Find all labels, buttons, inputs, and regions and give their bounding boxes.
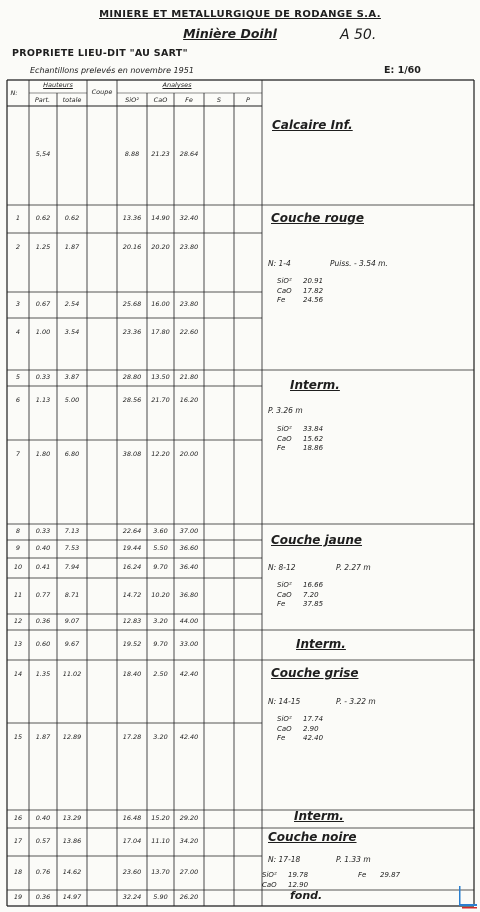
- col-header-part: Part.: [34, 96, 51, 104]
- row-sio2: 14.72: [122, 591, 142, 599]
- layer-sample-range: N: 8-12: [268, 563, 296, 572]
- chem-label-fe: Fe: [277, 600, 286, 608]
- row-height-partial: 0.76: [35, 868, 51, 876]
- property-label: PROPRIETE LIEU-DIT "AU SART": [12, 48, 188, 59]
- layer-avg-analysis: [262, 871, 400, 890]
- chem-value-cao: 7.20: [303, 590, 319, 599]
- chem-value-sio2: 20.91: [303, 277, 324, 285]
- row-number: 2: [15, 243, 21, 251]
- col-header-cao: CaO: [153, 96, 168, 104]
- row-height-total: 5.00: [64, 396, 80, 404]
- chem-value-sio2: 19.78: [288, 871, 309, 879]
- row-sio2: 18.40: [122, 670, 142, 678]
- row-fe: 42.40: [179, 733, 199, 741]
- row-fe: 42.40: [179, 670, 199, 678]
- chem-value-fe: 24.56: [303, 296, 324, 304]
- col-header-fe: Fe: [185, 96, 193, 104]
- layer-name: Couche grise: [271, 666, 359, 680]
- row-cao: 15.20: [151, 814, 170, 822]
- row-number: 8: [15, 527, 21, 535]
- row-height-partial: 0.40: [35, 544, 51, 552]
- row-cao: 2.50: [153, 670, 168, 678]
- row-fe: 20.00: [179, 450, 199, 458]
- row-cao: 11.10: [151, 837, 170, 845]
- row-fe: 33.00: [179, 640, 199, 648]
- row-cao: 13.70: [151, 868, 170, 876]
- chem-label-sio2: SiO²: [277, 715, 292, 723]
- chem-value-cao: 17.82: [303, 286, 324, 295]
- layer-name: Couche jaune: [271, 533, 363, 547]
- row-number: 16: [13, 814, 23, 822]
- document-reference: A 50.: [340, 27, 377, 43]
- col-header-hauteurs: Hauteurs: [43, 81, 73, 89]
- row-cao: 21.23: [151, 150, 170, 158]
- chem-value-cao: 12.90: [288, 880, 309, 889]
- row-sio2: 16.24: [122, 563, 142, 571]
- row-fe: 23.80: [179, 300, 199, 308]
- chem-label-cao: CaO: [277, 286, 292, 295]
- row-number: 6: [15, 396, 21, 404]
- row-height-partial: 1.13: [35, 396, 51, 404]
- row-sio2: 19.44: [122, 544, 142, 552]
- layer-name: Interm.: [294, 809, 344, 823]
- row-number: 11: [13, 591, 23, 599]
- row-number: 9: [15, 544, 21, 552]
- row-cao: 13.50: [151, 373, 170, 381]
- row-cao: 9.70: [153, 563, 168, 571]
- row-sio2: 23.36: [122, 328, 142, 336]
- row-number: 7: [15, 450, 21, 458]
- chem-label-sio2: SiO²: [277, 277, 292, 285]
- row-height-total: 6.80: [64, 450, 80, 458]
- row-number: 14: [13, 670, 23, 678]
- row-sio2: 20.16: [122, 243, 142, 251]
- row-height-total: 3.54: [64, 328, 80, 336]
- row-number: 19: [13, 893, 23, 901]
- row-number: 4: [15, 328, 21, 336]
- chem-label-sio2: SiO²: [277, 581, 292, 589]
- row-cao: 5.50: [153, 544, 168, 552]
- row-height-partial: 1.87: [35, 733, 51, 741]
- row-fe: 32.40: [179, 214, 199, 222]
- chem-label-cao: CaO: [262, 880, 277, 889]
- row-height-total: 9.07: [64, 617, 80, 625]
- chem-label-cao: CaO: [277, 724, 292, 733]
- chem-value-cao: 2.90: [303, 724, 319, 733]
- row-fe: 23.80: [179, 243, 199, 251]
- row-sio2: 23.60: [122, 868, 142, 876]
- row-height-total: 9.67: [64, 640, 80, 648]
- col-header-coupe: Coupe: [91, 88, 113, 96]
- row-cao: 20.20: [151, 243, 170, 251]
- row-height-total: 14.97: [62, 893, 82, 901]
- archive-logo: [458, 886, 478, 910]
- layer-avg-analysis: [277, 277, 323, 306]
- chem-label-fe: Fe: [358, 871, 367, 879]
- chem-value-cao: 15.62: [303, 434, 324, 443]
- row-height-partial: 0.60: [35, 640, 51, 648]
- row-fe: 44.00: [179, 617, 199, 625]
- row-number: 15: [13, 733, 23, 741]
- row-number: 18: [13, 868, 23, 876]
- layer-sample-range: N: 1-4: [268, 259, 291, 268]
- row-number: 10: [13, 563, 23, 571]
- chem-label-cao: CaO: [277, 590, 292, 599]
- row-height-total: 11.02: [62, 670, 82, 678]
- row-fe: 37.00: [179, 527, 199, 535]
- chem-label-cao: CaO: [277, 434, 292, 443]
- row-height-total: 7.13: [64, 527, 80, 535]
- company-title: MINIERE ET METALLURGIQUE DE RODANGE S.A.: [99, 9, 381, 20]
- row-height-total: 1.87: [64, 243, 80, 251]
- row-fe: 27.00: [179, 868, 199, 876]
- col-header-s: S: [216, 96, 222, 104]
- row-sio2: 28.56: [122, 396, 142, 404]
- row-cao: 3.60: [153, 527, 168, 535]
- row-height-partial: 0.36: [35, 617, 51, 625]
- chem-label-sio2: SiO²: [262, 871, 277, 879]
- chem-value-fe: 37.85: [303, 600, 324, 608]
- row-fe: 26.20: [179, 893, 199, 901]
- row-number: 17: [13, 837, 23, 845]
- row-height-total: 7.53: [64, 544, 80, 552]
- row-sio2: 13.36: [122, 214, 142, 222]
- row-height-partial: 5,54: [35, 150, 51, 158]
- row-height-total: 0.62: [64, 214, 80, 222]
- row-cao: 3.20: [153, 733, 168, 741]
- row-cao: 14.90: [151, 214, 170, 222]
- row-cao: 10.20: [151, 591, 170, 599]
- layer-avg-analysis: [277, 715, 323, 744]
- row-height-total: 13.86: [62, 837, 82, 845]
- layer-name: Interm.: [296, 637, 346, 651]
- chem-label-fe: Fe: [277, 734, 286, 742]
- row-fe: 36.40: [179, 563, 199, 571]
- row-fe: 36.80: [179, 591, 199, 599]
- row-cao: 17.80: [151, 328, 170, 336]
- layer-name: Couche noire: [268, 830, 357, 844]
- chem-value-sio2: 17.74: [303, 715, 324, 723]
- chem-value-sio2: 33.84: [303, 425, 324, 433]
- col-header-p: P: [246, 96, 250, 104]
- row-sio2: 17.28: [122, 733, 142, 741]
- layer-sample-range: N: 17-18: [268, 855, 301, 864]
- layer-name: Couche rouge: [271, 211, 364, 225]
- chem-label-fe: Fe: [277, 296, 286, 304]
- row-number: 12: [13, 617, 23, 625]
- row-sio2: 16.48: [122, 814, 142, 822]
- row-height-partial: 1.35: [35, 670, 51, 678]
- row-height-total: 2.54: [64, 300, 80, 308]
- col-header-no: N:: [10, 89, 18, 97]
- row-fe: 16.20: [179, 396, 199, 404]
- row-height-total: 8.71: [64, 591, 80, 599]
- row-number: 3: [15, 300, 21, 308]
- row-number: 1: [15, 214, 21, 222]
- row-sio2: 12.83: [122, 617, 142, 625]
- row-sio2: 22.64: [122, 527, 142, 535]
- layer-name: Calcaire Inf.: [272, 118, 353, 132]
- chem-label-fe: Fe: [277, 444, 286, 452]
- layer-thickness: P. 3.26 m: [268, 406, 303, 415]
- row-height-total: 12.89: [62, 733, 82, 741]
- col-header-analyses: Analyses: [162, 81, 192, 89]
- row-cao: 16.00: [151, 300, 170, 308]
- row-cao: 21.70: [151, 396, 170, 404]
- row-height-total: 14.62: [62, 868, 82, 876]
- row-height-partial: 0.40: [35, 814, 51, 822]
- row-cao: 12.20: [151, 450, 170, 458]
- chem-value-sio2: 16.66: [303, 581, 324, 589]
- scale-label: E: 1/60: [384, 65, 421, 76]
- row-height-partial: 0.41: [35, 563, 51, 571]
- row-sio2: 28.80: [122, 373, 142, 381]
- row-number: 13: [13, 640, 23, 648]
- row-cao: 3.20: [153, 617, 168, 625]
- row-sio2: 8.88: [124, 150, 140, 158]
- row-sio2: 25.68: [122, 300, 142, 308]
- row-height-partial: 0.67: [35, 300, 51, 308]
- layer-thickness: P. 1.33 m: [336, 855, 371, 864]
- row-height-total: 3.87: [64, 373, 80, 381]
- layer-avg-analysis: [277, 581, 323, 610]
- row-fe: 22.60: [179, 328, 199, 336]
- chem-value-fe: 42.40: [303, 734, 324, 742]
- chem-label-sio2: SiO²: [277, 425, 292, 433]
- chem-value-fe: 18.86: [303, 444, 324, 452]
- row-height-partial: 0.33: [35, 527, 51, 535]
- row-height-partial: 0.62: [35, 214, 51, 222]
- row-height-total: 13.29: [62, 814, 82, 822]
- layer-thickness: Puiss. - 3.54 m.: [330, 259, 388, 268]
- layer-name: Interm.: [290, 378, 340, 392]
- row-height-partial: 1.00: [35, 328, 51, 336]
- row-height-partial: 1.80: [35, 450, 51, 458]
- row-cao: 9.70: [153, 640, 168, 648]
- row-height-total: 7.94: [64, 563, 80, 571]
- row-sio2: 32.24: [122, 893, 142, 901]
- layer-name: fond.: [290, 889, 323, 902]
- row-fe: 28.64: [179, 150, 199, 158]
- layer-avg-analysis: [277, 425, 323, 454]
- row-fe: 29.20: [179, 814, 199, 822]
- row-height-partial: 0.36: [35, 893, 51, 901]
- row-sio2: 19.52: [122, 640, 142, 648]
- layer-thickness: P. - 3.22 m: [336, 697, 376, 706]
- row-fe: 21.80: [179, 373, 199, 381]
- samples-note: Echantillons prelevés en novembre 1951: [30, 66, 194, 75]
- row-height-partial: 1.25: [35, 243, 51, 251]
- row-cao: 5.90: [153, 893, 168, 901]
- row-fe: 36.60: [179, 544, 199, 552]
- row-sio2: 38.08: [122, 450, 142, 458]
- layer-sample-range: N: 14-15: [268, 697, 301, 706]
- row-height-partial: 0.33: [35, 373, 51, 381]
- col-header-totale: totale: [62, 96, 82, 104]
- layer-thickness: P. 2.27 m: [336, 563, 371, 572]
- row-height-partial: 0.57: [35, 837, 51, 845]
- mine-title: Minière Doihl: [183, 26, 277, 41]
- row-sio2: 17.04: [122, 837, 142, 845]
- row-height-partial: 0.77: [35, 591, 51, 599]
- row-number: 5: [15, 373, 21, 381]
- col-header-sio2: SiO²: [125, 96, 139, 104]
- chem-value-fe: 29.87: [380, 871, 401, 879]
- row-fe: 34.20: [179, 837, 199, 845]
